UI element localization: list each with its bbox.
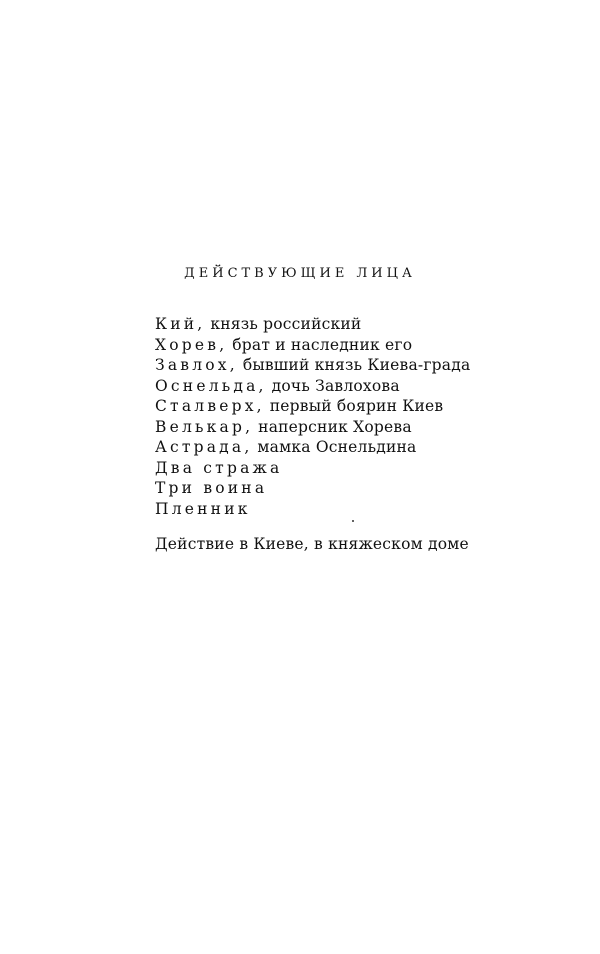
cast-item bbox=[155, 376, 470, 397]
cast-list bbox=[155, 314, 470, 519]
cast-item bbox=[155, 458, 470, 479]
cast-item bbox=[155, 437, 470, 458]
character-name: Два стража bbox=[155, 458, 283, 477]
character-name: Хорев, bbox=[155, 335, 228, 354]
character-description: первый боярин Киев bbox=[269, 397, 444, 415]
character-description: дочь Завлохова bbox=[271, 376, 400, 395]
character-name: Завлох, bbox=[155, 356, 238, 374]
character-description: брат и наследник его bbox=[232, 335, 413, 354]
character-description: бывший князь Киева-града bbox=[242, 356, 471, 374]
cast-item bbox=[155, 314, 470, 335]
character-name: Сталверх, bbox=[155, 397, 265, 415]
cast-item bbox=[155, 478, 470, 499]
character-name: Оснельда, bbox=[155, 376, 267, 395]
character-name: Пленник bbox=[155, 499, 251, 518]
dramatis-personae-heading: ДЕЙСТВУЮЩИЕ ЛИЦА bbox=[184, 266, 416, 281]
character-name: Астрада, bbox=[155, 438, 253, 456]
print-speck bbox=[352, 520, 354, 522]
character-description: мамка Оснельдина bbox=[257, 438, 417, 456]
cast-item bbox=[155, 355, 470, 376]
cast-item bbox=[155, 417, 470, 438]
character-name: Велькар, bbox=[155, 417, 254, 436]
character-name: Кий, bbox=[155, 315, 206, 333]
cast-item bbox=[155, 396, 470, 417]
character-description: князь российский bbox=[210, 315, 362, 333]
cast-item bbox=[155, 335, 470, 356]
character-name: Три воина bbox=[155, 479, 268, 497]
setting-note: Действие в Киеве, в княжеском доме bbox=[155, 535, 469, 553]
cast-item bbox=[155, 499, 470, 520]
character-description: наперсник Хорева bbox=[258, 417, 412, 436]
